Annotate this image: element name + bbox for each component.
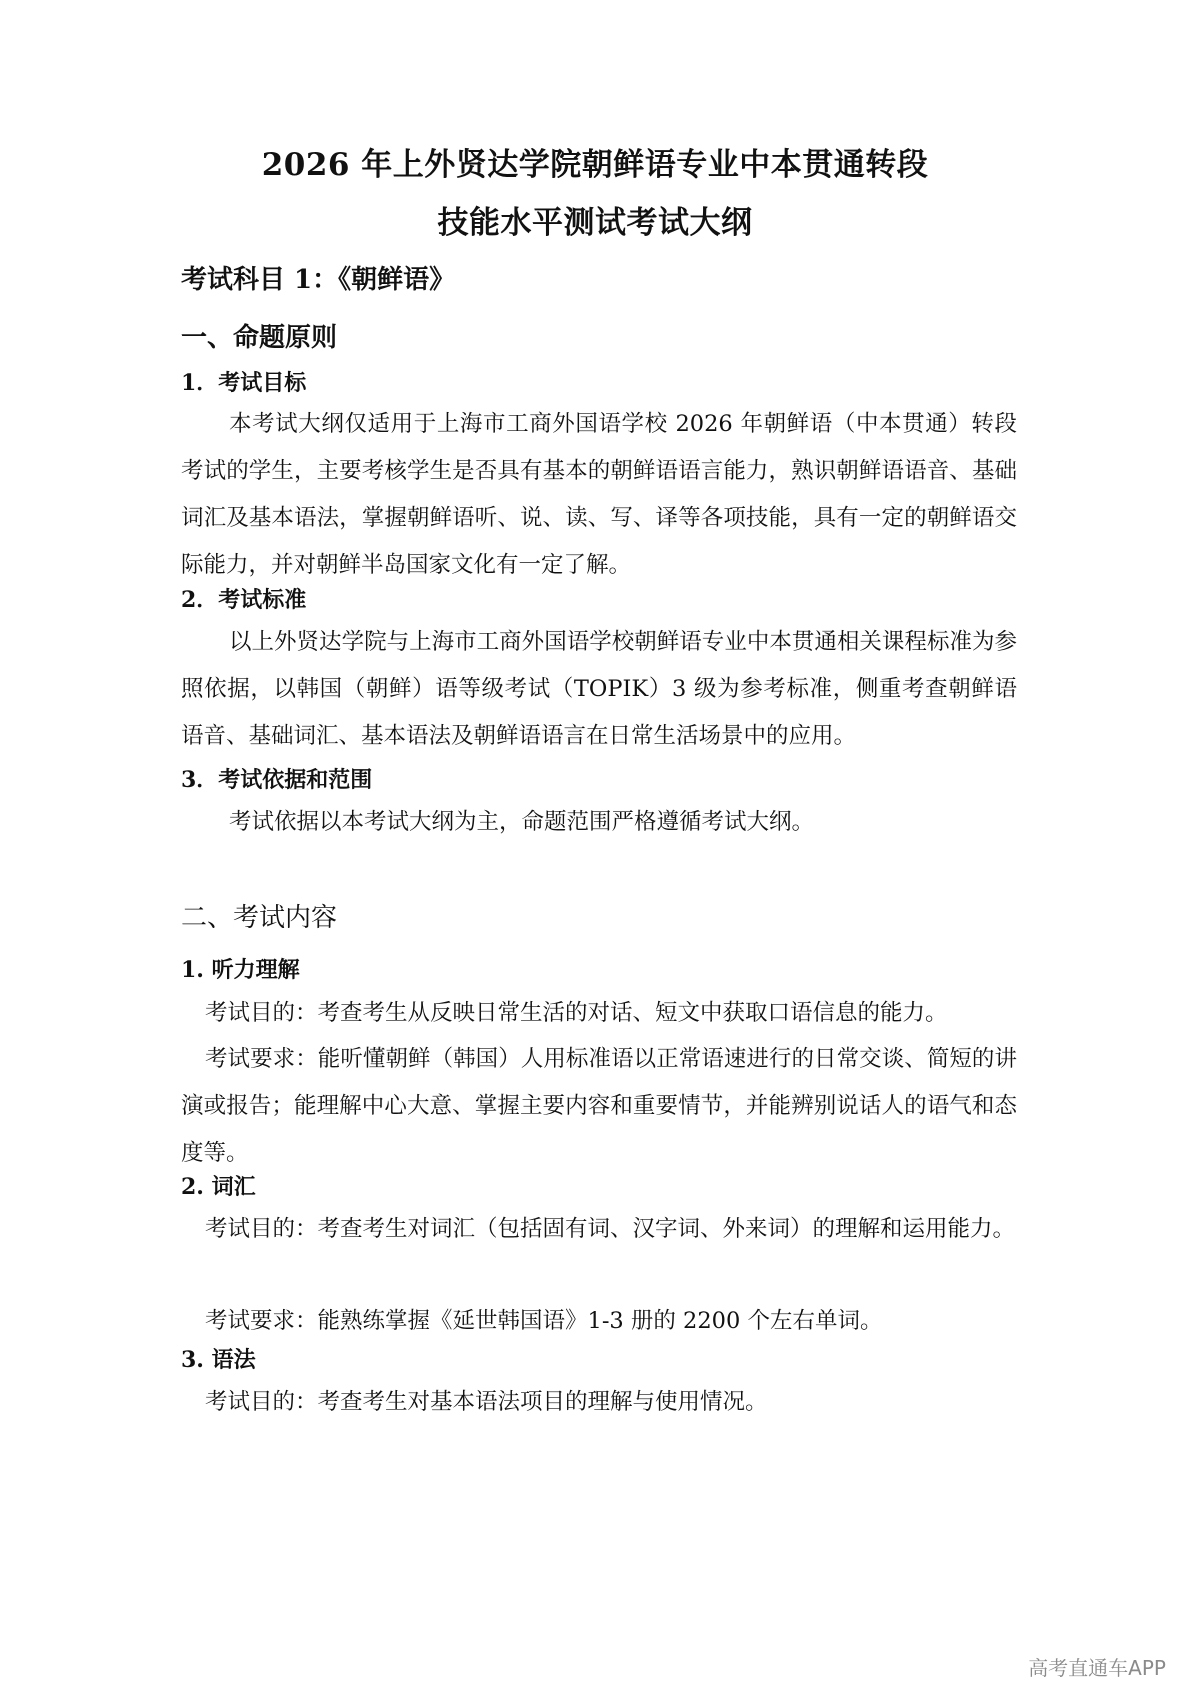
subsection-heading-exam-standard: 2．考试标准 <box>181 587 307 613</box>
paragraph-vocabulary-requirement: 考试要求：能熟练掌握《延世韩国语》1-3 册的 2200 个左右单词。 <box>205 1308 883 1334</box>
subsection-heading-listening: 1. 听力理解 <box>181 957 300 983</box>
subsection-heading-grammar: 3. 语法 <box>181 1347 256 1373</box>
exam-subject-heading: 考试科目 1：《朝鲜语》 <box>181 265 456 295</box>
subsection-heading-exam-goal: 1．考试目标 <box>181 370 307 396</box>
paragraph-vocabulary-purpose: 考试目的：考查考生对词汇（包括固有词、汉字词、外来词）的理解和运用能力。 <box>205 1216 1016 1242</box>
section-heading-content: 二、考试内容 <box>181 903 338 933</box>
subsection-heading-vocabulary: 2. 词汇 <box>181 1174 256 1200</box>
section-heading-principles: 一、命题原则 <box>181 323 338 353</box>
paragraph-grammar-purpose: 考试目的：考查考生对基本语法项目的理解与使用情况。 <box>205 1389 768 1415</box>
document-title-line-1: 2026 年上外贤达学院朝鲜语专业中本贯通转段 <box>261 147 929 183</box>
paragraph-exam-standard: 以上外贤达学院与上海市工商外国语学校朝鲜语专业中本贯通相关课程标准为参照依据，以韩国（朝鲜）语等级考试（TOPIK）3 级为参考标准，侧重考查朝鲜语语音、基础词汇、基本语法及朝鲜语语言在日常生活场景中的应用。 <box>181 629 1017 749</box>
document-title-line-2: 技能水平测试考试大纲 <box>437 205 753 241</box>
subsection-heading-exam-basis: 3．考试依据和范围 <box>181 767 373 793</box>
paragraph-listening-requirement: 考试要求：能听懂朝鲜（韩国）人用标准语以正常语速进行的日常交谈、简短的讲演或报告；能理解中心大意、掌握主要内容和重要情节，并能辨别说话人的语气和态度等。 <box>181 1046 1017 1166</box>
watermark-text: 高考直通车APP <box>1028 1656 1166 1680</box>
paragraph-listening-purpose: 考试目的：考查考生从反映日常生活的对话、短文中获取口语信息的能力。 <box>205 1000 948 1026</box>
paragraph-exam-basis: 考试依据以本考试大纲为主，命题范围严格遵循考试大纲。 <box>229 809 815 835</box>
paragraph-exam-goal: 本考试大纲仅适用于上海市工商外国语学校 2026 年朝鲜语（中本贯通）转段考试的学生，主要考核学生是否具有基本的朝鲜语语言能力，熟识朝鲜语语音、基础词汇及基本语法，掌握朝鲜语听、说、读、写、译等各项技能，具有一定的朝鲜语交际能力，并对朝鲜半岛国家文化有一定了解。 <box>181 411 1017 578</box>
